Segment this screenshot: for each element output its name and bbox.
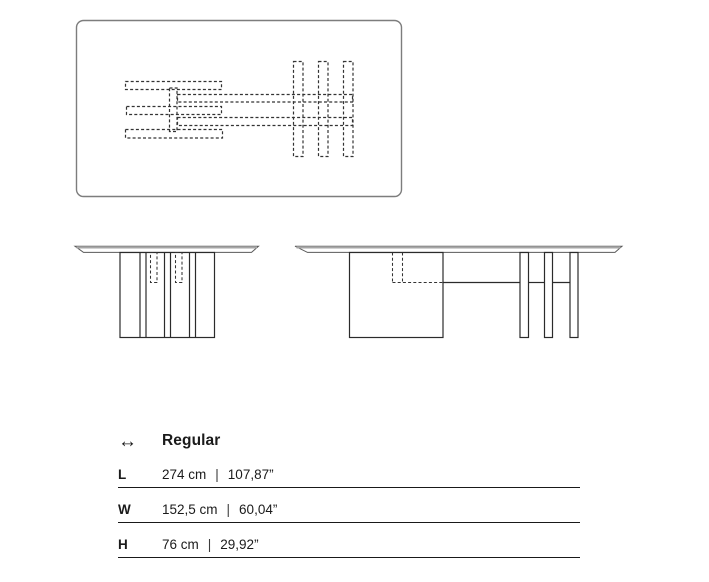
dimension-value-cm: 274 cm bbox=[162, 467, 207, 482]
blade-leg-2 bbox=[545, 253, 553, 338]
dimension-row-height bbox=[118, 523, 580, 558]
dimension-row-width bbox=[118, 488, 580, 523]
width-elevation-drawing bbox=[75, 246, 259, 337]
top-view-border bbox=[77, 21, 402, 197]
blade-leg-3 bbox=[570, 253, 578, 338]
pipe-separator: | bbox=[215, 467, 219, 482]
length-elevation-drawing bbox=[295, 246, 622, 337]
top-view-drawing bbox=[77, 21, 402, 197]
dimension-value bbox=[162, 502, 277, 517]
dimension-row-length bbox=[118, 453, 580, 488]
dimension-value-inches: 29,92” bbox=[220, 537, 259, 552]
dimension-value bbox=[162, 467, 274, 482]
dimension-value-inches: 107,87” bbox=[227, 467, 274, 482]
dimension-label: W bbox=[118, 502, 131, 517]
dimensions-table bbox=[118, 429, 580, 558]
blade-leg-1 bbox=[520, 253, 529, 338]
dimension-value-cm: 152,5 cm bbox=[162, 502, 218, 517]
dimension-label: H bbox=[118, 537, 128, 552]
base-side bbox=[350, 253, 444, 338]
size-name: Regular bbox=[162, 432, 221, 449]
dimension-label: L bbox=[118, 467, 127, 482]
dimensions-header bbox=[118, 429, 580, 453]
pipe-separator: | bbox=[207, 537, 212, 552]
dimension-value-inches: 60,04” bbox=[239, 502, 278, 517]
dimension-value-cm: 76 cm bbox=[162, 537, 199, 552]
dimension-value bbox=[162, 537, 259, 552]
base-front bbox=[120, 253, 215, 338]
pipe-separator: | bbox=[226, 502, 231, 517]
width-arrow-icon: ↔ bbox=[118, 430, 137, 452]
